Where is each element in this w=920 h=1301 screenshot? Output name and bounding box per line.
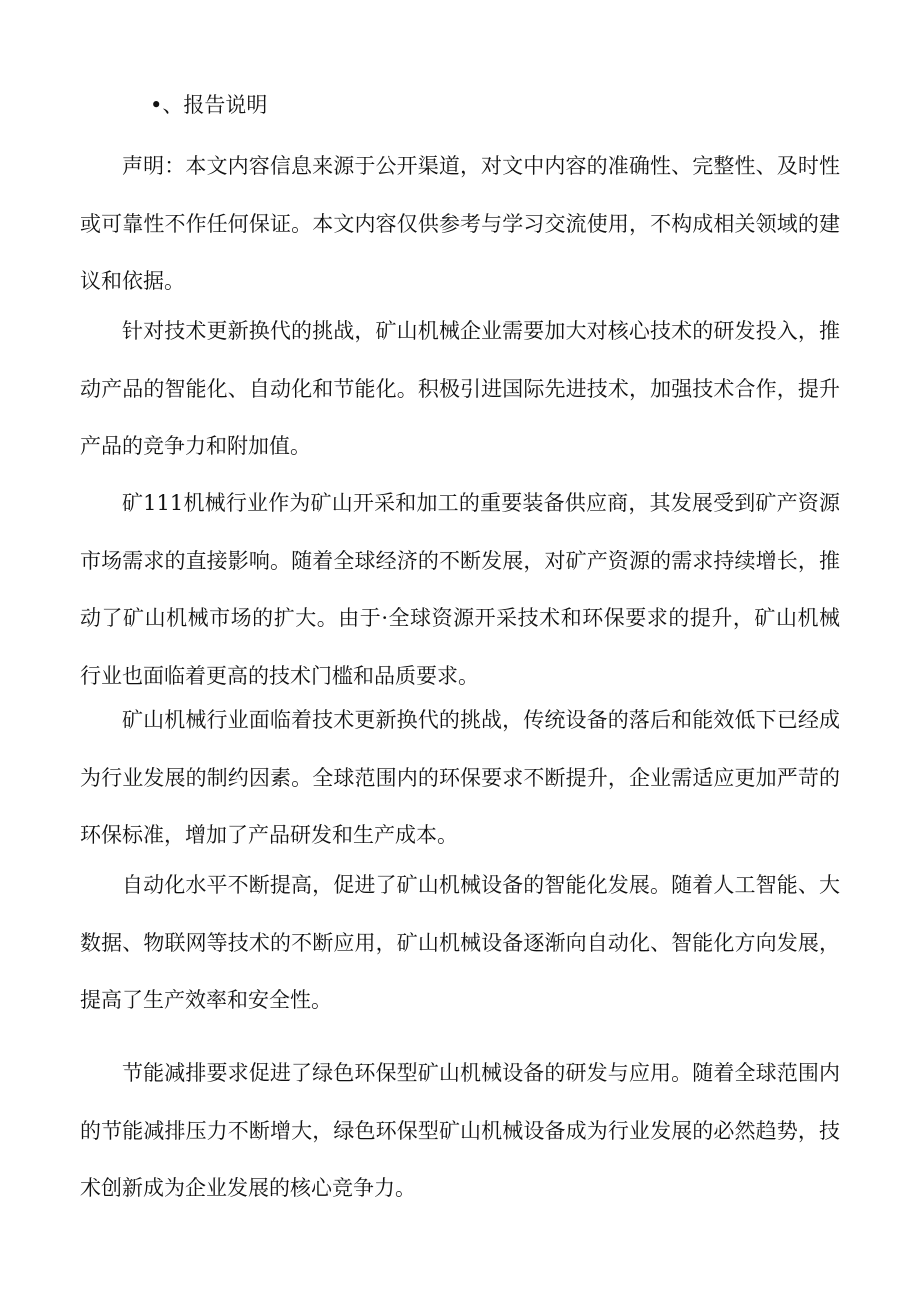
paragraph-market-demand: 矿111机械行业作为矿山开采和加工的重要装备供应商，其发展受到矿产资源市场需求的直接影响。随着全球经济的不断发展，对矿产资源的需求持续增长，推动了矿山机械市场的扩大。由于·全球资源开采技术和环保要求的提升，矿山机械行业也面临着更高的技术门槛和品质要求。 bbox=[80, 491, 840, 688]
section-heading: •、报告说明 bbox=[150, 93, 268, 117]
paragraph-automation: 自动化水平不断提高，促进了矿山机械设备的智能化发展。随着人工智能、大数据、物联网等技术的不断应用，矿山机械设备逐渐向自动化、智能化方向发展，提高了生产效率和安全性。 bbox=[80, 873, 840, 1012]
paragraph-technology-challenge: 针对技术更新换代的挑战，矿山机械企业需要加大对核心技术的研发投入，推动产品的智能化、自动化和节能化。积极引进国际先进技术，加强技术合作，提升产品的竞争力和附加值。 bbox=[80, 319, 840, 458]
paragraph-energy-saving: 节能减排要求促进了绿色环保型矿山机械设备的研发与应用。随着全球范围内的节能减排压力不断增大，绿色环保型矿山机械设备成为行业发展的必然趋势，技术创新成为企业发展的核心竞争力。 bbox=[80, 1061, 840, 1200]
paragraph-disclaimer: 声明：本文内容信息来源于公开渠道，对文中内容的准确性、完整性、及时性或可靠性不作任何保证。本文内容仅供参考与学习交流使用，不构成相关领域的建议和依据。 bbox=[80, 154, 840, 293]
paragraph-industry-constraints: 矿山机械行业面临着技术更新换代的挑战，传统设备的落后和能效低下已经成为行业发展的制约因素。全球范围内的环保要求不断提升，企业需适应更加严苛的环保标准，增加了产品研发和生产成本。 bbox=[80, 708, 840, 847]
